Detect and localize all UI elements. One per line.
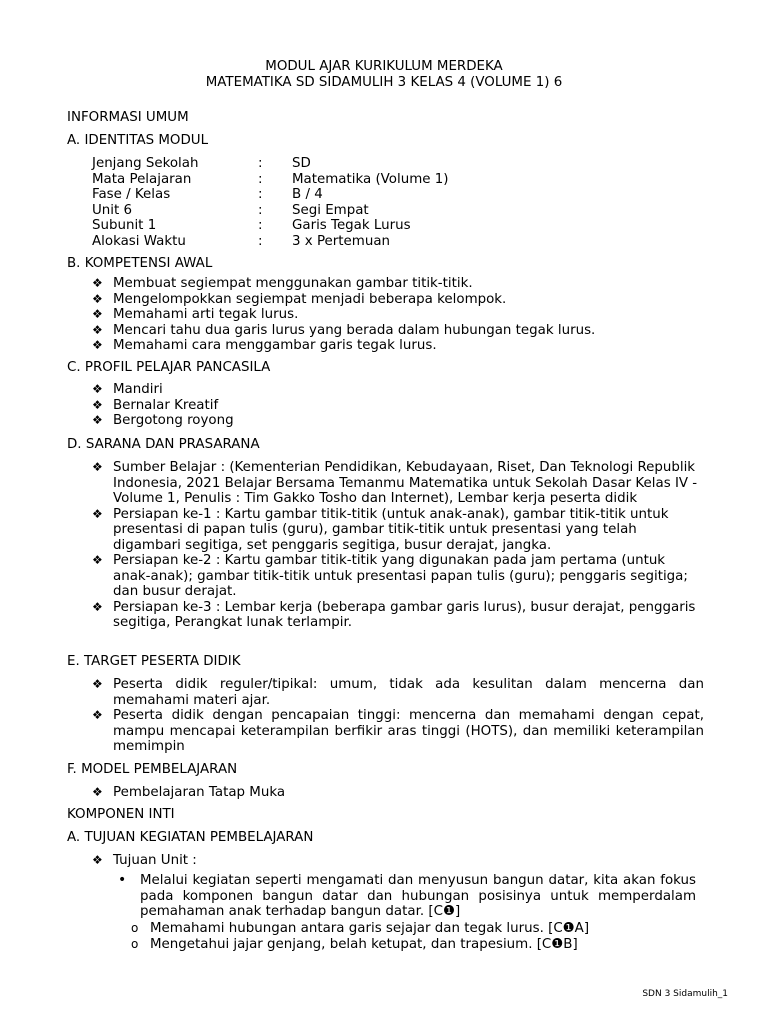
diamond-bullet-icon: ❖: [92, 276, 103, 290]
identity-row: [92, 172, 448, 188]
circle-bullet-icon: o: [131, 921, 139, 935]
circle-bullet-icon: o: [131, 936, 139, 951]
heading-informasi-umum: INFORMASI UMUM: [67, 110, 189, 125]
diamond-bullet-icon: ❖: [92, 382, 103, 396]
identity-value: 3 x Pertemuan: [292, 233, 391, 249]
list-item: ❖ Memahami arti tegak lurus.: [92, 307, 299, 322]
identity-colon: :: [258, 171, 263, 187]
diamond-bullet-icon: ❖: [92, 599, 103, 614]
identity-value: Garis Tegak Lurus: [292, 218, 411, 233]
diamond-bullet-icon: ❖: [92, 460, 103, 474]
tujuan-list: [92, 853, 704, 869]
identity-row: [92, 156, 448, 172]
diamond-bullet-icon: ❖: [92, 853, 103, 867]
heading-tujuan-kegiatan: A. TUJUAN KEGIATAN PEMBELAJARAN: [67, 830, 314, 845]
identity-colon: :: [258, 202, 263, 218]
doc-subtitle: MATEMATIKA SD SIDAMULIH 3 KELAS 4 (VOLUME 1) 6: [205, 75, 563, 90]
identity-label: Jenjang Sekolah: [92, 156, 199, 171]
list-item: ❖ Persiapan ke-3 : Lembar kerja (beberapa gambar garis lurus), busur derajat, penggaris segitiga, Perangkat lunak terlampir.: [92, 599, 696, 630]
diamond-bullet-icon: ❖: [92, 506, 103, 521]
heading-model-pembelajaran: F. MODEL PEMBELAJARAN: [67, 762, 238, 777]
list-item: ❖ Bernalar Kreatif: [92, 397, 219, 413]
diamond-bullet-icon: ❖: [92, 677, 103, 691]
heading-identitas-modul: A. IDENTITAS MODUL: [67, 133, 209, 148]
list-item: ❖ Persiapan ke-2 : Kartu gambar titik-titik yang digunakan pada jam pertama (untuk anak-anak); gambar titik-titik untuk presentasi papan tulis (guru); penggaris segitiga; dan busur derajat.: [92, 553, 688, 599]
sarana-list: [92, 460, 704, 631]
heading-kompetensi-awal: B. KOMPETENSI AWAL: [67, 256, 213, 271]
identity-table: [92, 156, 448, 249]
diamond-bullet-icon: ❖: [92, 322, 103, 337]
identity-label: Fase / Kelas: [92, 187, 171, 202]
list-item: ❖ Bergotong royong: [92, 413, 234, 428]
list-item: ❖ Sumber Belajar : (Kementerian Pendidikan, Kebudayaan, Riset, Dan Teknologi Republik Indonesia, 2021 Belajar Bersama Temanmu Matematika untuk Sekolah Dasar Kelas IV - Volume 1, Penulis : Tim Gakko Tosho dan Internet), Lembar kerja peserta didik: [92, 460, 698, 506]
profil-list: [92, 382, 704, 429]
list-item: ❖ Mengelompokkan segiempat menjadi beberapa kelompok.: [92, 291, 507, 307]
tujuan-sub-list: [131, 921, 696, 952]
heading-sarana-prasarana: D. SARANA DAN PRASARANA: [67, 437, 260, 452]
diamond-bullet-icon: ❖: [92, 307, 103, 321]
diamond-bullet-icon: ❖: [92, 553, 103, 567]
diamond-bullet-icon: ❖: [92, 338, 103, 352]
diamond-bullet-icon: ❖: [92, 785, 103, 799]
identity-value: SD: [292, 156, 311, 171]
diamond-bullet-icon: ❖: [92, 291, 103, 306]
identity-value: Matematika (Volume 1): [292, 171, 449, 187]
list-item: • Melalui kegiatan seperti mengamati dan menyusun bangun datar, kita akan fokus pada komponen bangun datar dan hubungan posisinya untuk memperdalam pemahaman anak terhadap bangun datar. [C❶]: [118, 872, 696, 919]
page-footer: SDN 3 Sidamulih_1: [642, 989, 728, 999]
list-item: ❖ Memahami cara menggambar garis tegak lurus.: [92, 338, 437, 353]
list-item: ❖ Mandiri: [92, 382, 163, 397]
list-item: ❖ Pembelajaran Tatap Muka: [92, 785, 286, 800]
heading-komponen-inti: KOMPONEN INTI: [67, 807, 175, 822]
model-list: [92, 785, 704, 801]
list-item: ❖ Persiapan ke-1 : Kartu gambar titik-titik (untuk anak-anak), gambar titik-titik untuk presentasi di papan tulis (guru), gambar titik-titik untuk presentasi yang telah digambari segitiga, set penggaris segitiga, busur derajat, jangka.: [92, 506, 669, 553]
list-item: o Mengetahui jajar genjang, belah ketupat, dan trapesium. [C❶B]: [131, 936, 578, 952]
diamond-bullet-icon: ❖: [92, 413, 103, 427]
identity-row: [92, 187, 448, 203]
identity-label: Unit 6: [92, 202, 133, 218]
identity-row: [92, 203, 448, 219]
heading-target-peserta: E. TARGET PESERTA DIDIK: [67, 654, 241, 669]
identity-colon: :: [258, 187, 263, 202]
diamond-bullet-icon: ❖: [92, 708, 103, 722]
identity-row: [92, 234, 448, 250]
identity-value: Segi Empat: [292, 202, 369, 218]
tujuan-unit-list: [118, 873, 696, 920]
identity-colon: :: [258, 233, 263, 249]
identity-label: Alokasi Waktu: [92, 233, 186, 249]
list-item: ❖ Peserta didik dengan pencapaian tinggi: mencerna dan memahami dengan cepat, mampu mencapai keterampilan berfikir aras tinggi (HOTS), dan memiliki keterampilan memimpin: [92, 708, 704, 754]
identity-row: [92, 218, 448, 234]
identity-label: Mata Pelajaran: [92, 171, 192, 187]
list-item: ❖ Mencari tahu dua garis lurus yang berada dalam hubungan tegak lurus.: [92, 322, 596, 338]
diamond-bullet-icon: ❖: [92, 397, 103, 412]
identity-label: Subunit 1: [92, 218, 157, 233]
doc-title: MODUL AJAR KURIKULUM MERDEKA: [265, 59, 503, 74]
dot-bullet-icon: •: [118, 872, 127, 888]
kompetensi-list: [92, 276, 704, 354]
list-item: ❖ Peserta didik reguler/tipikal: umum, tidak ada kesulitan dalam mencerna dan memahami materi ajar.: [92, 677, 704, 708]
list-item: ❖ Membuat segiempat menggunakan gambar titik-titik.: [92, 276, 473, 291]
identity-colon: :: [258, 156, 263, 171]
list-item: ❖ Tujuan Unit :: [92, 853, 197, 868]
list-item: o Memahami hubungan antara garis sejajar dan tegak lurus. [C❶A]: [131, 921, 590, 936]
target-list: [92, 677, 704, 755]
heading-profil-pelajar: C. PROFIL PELAJAR PANCASILA: [67, 360, 271, 375]
identity-value: B / 4: [292, 187, 323, 202]
identity-colon: :: [258, 218, 263, 233]
